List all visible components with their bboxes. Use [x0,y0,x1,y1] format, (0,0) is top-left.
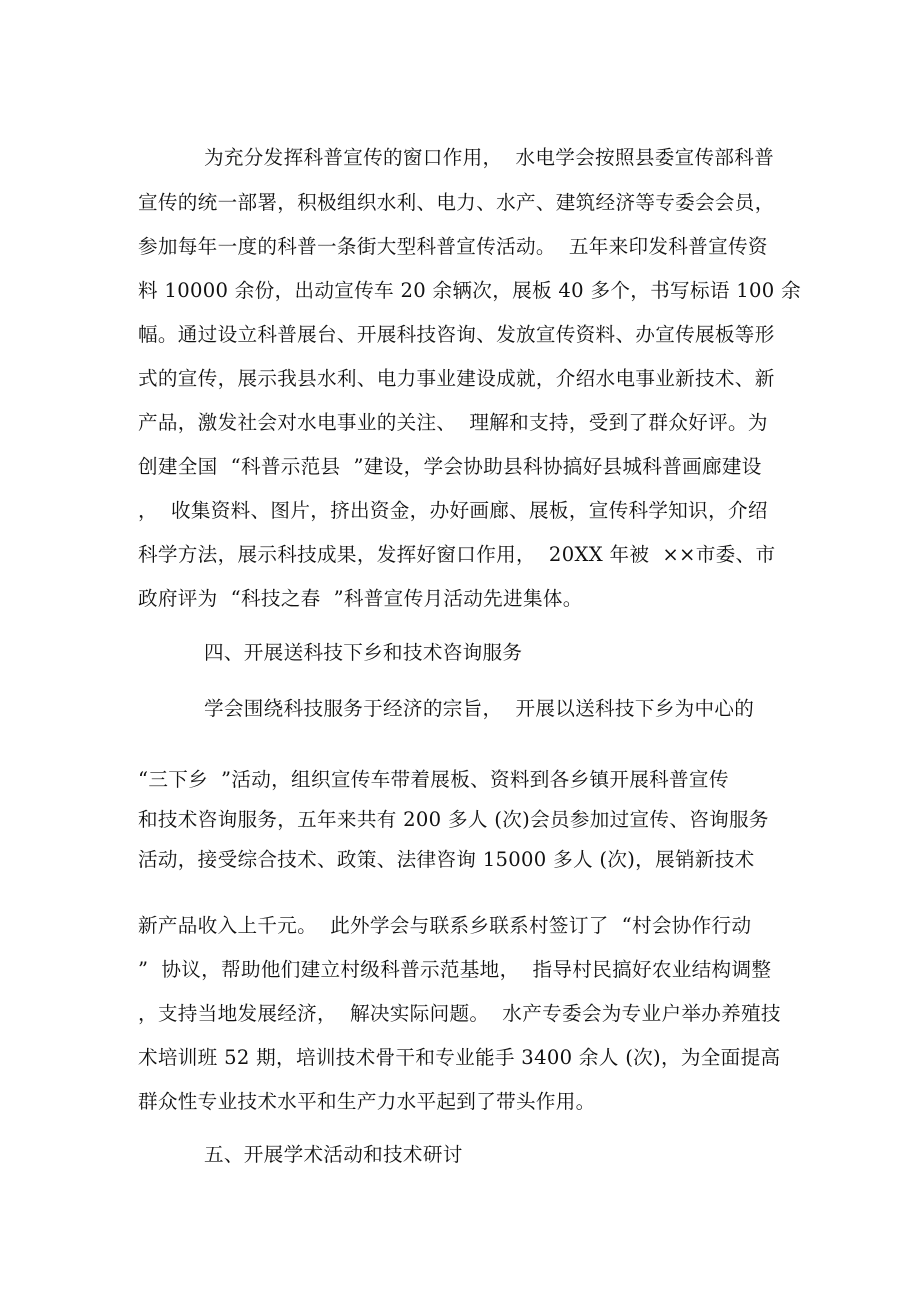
paragraph-line: 为充分发挥科普宣传的窗口作用， 水电学会按照县委宣传部科普 [204,146,775,169]
paragraph-line: 参加每年一度的科普一条街大型科普宣传活动。 五年来印发科普宣传资 [138,235,768,258]
section-heading: 四、开展送科技下乡和技术咨询服务 [204,641,523,664]
paragraph-line: “三下乡 ”活动，组织宣传车带着展板、资料到各乡镇开展科普宣传 [138,768,729,791]
paragraph-line: 新产品收入上千元。 此外学会与联系乡联系村签订了 “村会协作行动 [138,914,752,937]
paragraph-line: ” 协议，帮助他们建立村级科普示范基地， 指导村民搞好农业结构调整 [138,958,772,981]
paragraph-line: 群众性专业技术水平和生产力水平起到了带头作用。 [138,1090,596,1113]
paragraph-line: ， 收集资料、图片，挤出资金，办好画廊、展板，宣传科学知识，介绍 [138,499,768,522]
paragraph-line: 料 10000 余份，出动宣传车 20 余辆次，展板 40 多个，书写标语 100 余 [138,279,801,302]
paragraph-line: 政府评为 “科技之春 ”科普宣传月活动先进集体。 [138,587,583,610]
paragraph-line: 创建全国 “科普示范县 ”建设，学会协助县科协搞好县城科普画廊建设 [138,455,762,478]
paragraph-line: 产品，激发社会对水电事业的关注、 理解和支持，受到了群众好评。为 [138,411,768,434]
paragraph-line: 宣传的统一部署，积极组织水利、电力、水产、建筑经济等专委会会员， [138,191,775,214]
paragraph-line: 术培训班 52 期，培训技术骨干和专业能手 3400 余人 (次)，为全面提高 [138,1046,781,1069]
paragraph-line: 幅。通过设立科普展台、开展科技咨询、发放宣传资料、办宣传展板等形 [138,323,775,346]
paragraph-line: 式的宣传，展示我县水利、电力事业建设成就，介绍水电事业新技术、新 [138,367,775,390]
paragraph-line: 和技术咨询服务，五年来共有 200 多人 (次)会员参加过宣传、咨询服务 [138,808,769,831]
paragraph-line: ，支持当地发展经济， 解决实际问题。 水产专委会为专业户举办养殖技 [138,1002,781,1025]
paragraph-line: 活动，接受综合技术、政策、法律咨询 15000 多人 (次)，展销新技术 [138,848,755,871]
section-heading: 五、开展学术活动和技术研讨 [204,1143,463,1166]
paragraph-line: 学会围绕科技服务于经济的宗旨， 开展以送科技下乡为中心的 [204,697,755,720]
paragraph-line: 科学方法，展示科技成果，发挥好窗口作用， 20XX 年被 ××市委、市 [138,543,776,566]
